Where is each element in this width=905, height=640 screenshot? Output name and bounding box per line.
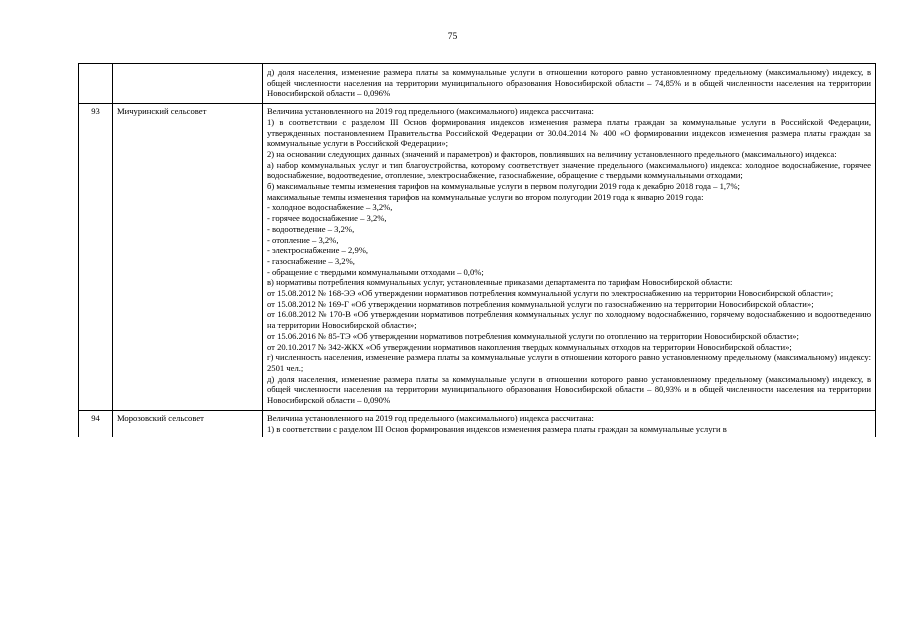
description-cell [263, 64, 876, 104]
paragraph: от 20.10.2017 № 342-ЖКХ «Об утверждении нормативов накопления твердых коммунальных отходов на территории Новосибирской области»; [267, 341, 792, 352]
index-table [78, 63, 876, 437]
table-row-continued [79, 64, 876, 104]
paragraph: д) доля населения, изменение размера платы за коммунальные услуги в отношении которого равно установленному предельному (максимальному) индексу, в общей численности населения на территории муниципального образования Новосибирской области – 80,93% и в общей численности населения на территории Новосибирской области – 0,090% [267, 373, 871, 406]
paragraph: б) максимальные темпы изменения тарифов на коммунальные услуги в первом полугодии 2019 года к декабрю 2018 года – 1,7%; [267, 181, 740, 192]
description-cell [263, 104, 876, 411]
paragraph: от 16.08.2012 № 170-В «Об утверждении нормативов потребления коммунальных услуг по холодному водоснабжению, горячему водоснабжению и водоотведению на территории Новосибирской области»; [267, 309, 871, 331]
municipality-name-cell: Морозовский сельсовет [113, 410, 263, 437]
municipality-name-cell: Мичуринский сельсовет [113, 104, 263, 411]
row-number-cell: 93 [79, 104, 113, 411]
paragraph: от 15.08.2012 № 168-ЭЭ «Об утверждении нормативов потребления коммунальной услуги по электроснабжению на территории Новосибирской области»; [267, 288, 834, 299]
paragraph: - газоснабжение – 3,2%, [267, 255, 355, 266]
table-row-93 [79, 104, 876, 411]
paragraph: - горячее водоснабжение – 3,2%, [267, 213, 387, 224]
row-number-cell [79, 64, 113, 104]
paragraph: г) численность населения, изменение размера платы за коммунальные услуги в отношении которого равно установленному предельному (максимальному) индексу: 2501 чел.; [267, 352, 871, 373]
paragraph: от 15.06.2016 № 85-ТЭ «Об утверждении нормативов потребления коммунальной услуги по отоплению на территории Новосибирской области»; [267, 330, 799, 341]
page-number: 75 [447, 32, 458, 42]
paragraph: 2) на основании следующих данных (значений и параметров) и факторов, повлиявших на величину установленного предельного (максимального) индекса: [267, 148, 837, 159]
paragraph: от 15.08.2012 № 169-Г «Об утверждении нормативов потребления коммунальной услуги по газоснабжению на территории Новосибирской области»; [267, 298, 814, 309]
paragraph: - электроснабжение – 2,9%, [267, 245, 369, 256]
description-cell [263, 410, 876, 437]
paragraph: 1) в соответствии с разделом III Основ формирования индексов изменения размера платы граждан за коммунальные услуги в [267, 423, 727, 434]
paragraph: - отопление – 3,2%, [267, 234, 339, 245]
paragraph: - обращение с твердыми коммунальными отходами – 0,0%; [267, 266, 484, 277]
table-row-94 [79, 410, 876, 437]
paragraph: д) доля населения, изменение размера платы за коммунальные услуги в отношении которого равно установленному предельному (максимальному) индексу, в общей численности населения на территории муниципального образования Новосибирской области – 74,85% и в общей численности населения на территории Новосибирской области – 0,096% [267, 67, 871, 99]
paragraph: - водоотведение – 3,2%, [267, 223, 355, 234]
paragraph: - холодное водоснабжение – 3,2%, [267, 202, 393, 213]
row-number-cell: 94 [79, 410, 113, 437]
paragraph: 1) в соответствии с разделом III Основ формирования индексов изменения размера платы граждан за коммунальные услуги в Российской Федерации, утвержденных постановлением Правительства Российской Федерации от 30.04.2014 № 400 «О формировании индексов изменения размера платы граждан за коммунальные услуги в Российской Федерации»; [267, 116, 871, 149]
paragraph: максимальные темпы изменения тарифов на коммунальные услуги во втором полугодии 2019 года к январю 2019 года: [267, 191, 704, 202]
municipality-name-cell [113, 64, 263, 104]
paragraph: Величина установленного на 2019 год предельного (максимального) индекса рассчитана: [267, 412, 594, 423]
paragraph: а) набор коммунальных услуг и тип благоустройства, которому соответствует значение предельного (максимального) индекса: холодное водоснабжение, горячее водоснабжение, водоотведение, отопление, электроснабжение, газоснабжение, обращение с твердыми коммунальными отходами; [267, 159, 871, 181]
paragraph: в) нормативы потребления коммунальных услуг, установленные приказами департамента по тарифам Новосибирской области: [267, 277, 733, 288]
paragraph: Величина установленного на 2019 год предельного (максимального) индекса рассчитана: [267, 106, 594, 117]
